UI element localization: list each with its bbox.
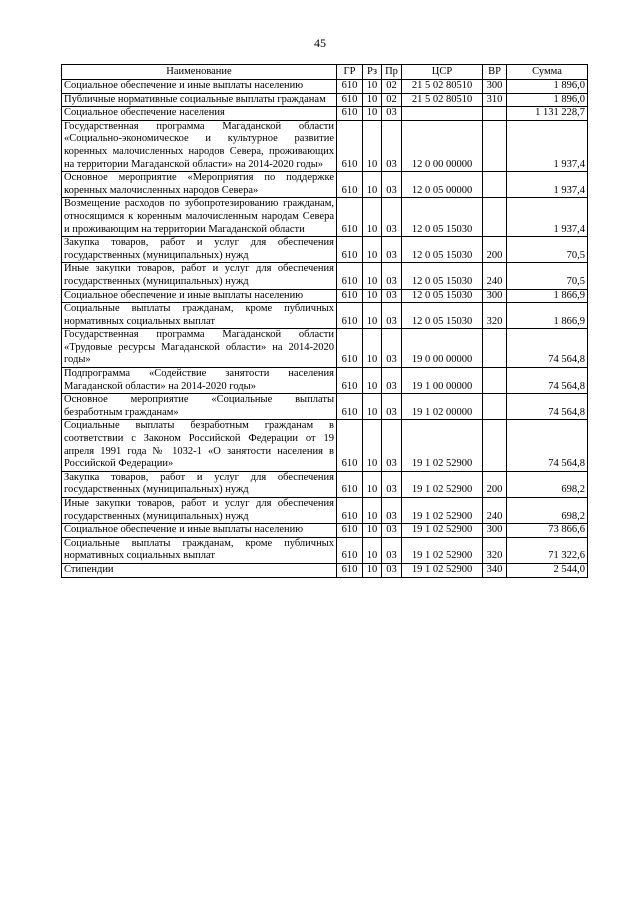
cell-pr: 03 xyxy=(382,498,402,524)
cell-name: Закупка товаров, работ и услуг для обеспечения государственных (муниципальных) нужд xyxy=(62,237,337,263)
cell-rz: 10 xyxy=(363,471,382,497)
cell-csr: 19 1 00 00000 xyxy=(402,368,483,394)
page-number: 45 xyxy=(314,36,326,50)
cell-vr: 340 xyxy=(483,563,507,577)
table-row xyxy=(62,237,588,263)
cell-csr: 12 0 05 15030 xyxy=(402,263,483,289)
cell-rz: 10 xyxy=(363,394,382,420)
table-row xyxy=(62,263,588,289)
column-header-csr: ЦСР xyxy=(402,65,483,80)
cell-pr: 03 xyxy=(382,303,402,329)
table-row xyxy=(62,329,588,368)
cell-name: Социальное обеспечение населения xyxy=(62,107,337,121)
cell-name: Иные закупки товаров, работ и услуг для обеспечения государственных (муниципальных) нужд xyxy=(62,498,337,524)
cell-rz: 10 xyxy=(363,80,382,94)
cell-rz: 10 xyxy=(363,537,382,563)
table-row xyxy=(62,120,588,171)
cell-sum: 70,5 xyxy=(507,263,588,289)
cell-gr: 610 xyxy=(337,303,363,329)
table-row xyxy=(62,107,588,121)
cell-rz: 10 xyxy=(363,237,382,263)
cell-csr: 19 1 02 52900 xyxy=(402,498,483,524)
cell-pr: 03 xyxy=(382,471,402,497)
cell-rz: 10 xyxy=(363,498,382,524)
cell-sum: 2 544,0 xyxy=(507,563,588,577)
cell-pr: 03 xyxy=(382,563,402,577)
column-header-vr: ВР xyxy=(483,65,507,80)
cell-sum: 1 896,0 xyxy=(507,80,588,94)
cell-pr: 03 xyxy=(382,329,402,368)
table-header-row xyxy=(62,65,588,80)
table-body xyxy=(62,80,588,578)
cell-pr: 03 xyxy=(382,368,402,394)
cell-sum: 1 866,9 xyxy=(507,303,588,329)
cell-sum: 70,5 xyxy=(507,237,588,263)
column-header-gr: ГР xyxy=(337,65,363,80)
cell-rz: 10 xyxy=(363,198,382,237)
cell-vr xyxy=(483,198,507,237)
table-row xyxy=(62,198,588,237)
cell-pr: 03 xyxy=(382,420,402,471)
cell-pr: 03 xyxy=(382,172,402,198)
cell-csr: 19 1 02 00000 xyxy=(402,394,483,420)
cell-csr: 12 0 05 15030 xyxy=(402,198,483,237)
cell-csr: 12 0 05 15030 xyxy=(402,289,483,303)
cell-gr: 610 xyxy=(337,471,363,497)
cell-gr: 610 xyxy=(337,93,363,107)
cell-gr: 610 xyxy=(337,237,363,263)
cell-gr: 610 xyxy=(337,329,363,368)
cell-csr: 19 1 02 52900 xyxy=(402,471,483,497)
cell-gr: 610 xyxy=(337,537,363,563)
cell-sum: 74 564,8 xyxy=(507,420,588,471)
table-row xyxy=(62,420,588,471)
table-row xyxy=(62,498,588,524)
cell-sum: 1 937,4 xyxy=(507,198,588,237)
cell-name: Государственная программа Магаданской области «Трудовые ресурсы Магаданской области» на 2014-2020 годы» xyxy=(62,329,337,368)
cell-sum: 73 866,6 xyxy=(507,524,588,538)
table-row xyxy=(62,80,588,94)
cell-sum: 74 564,8 xyxy=(507,368,588,394)
cell-gr: 610 xyxy=(337,107,363,121)
cell-csr: 19 0 00 00000 xyxy=(402,329,483,368)
cell-sum: 74 564,8 xyxy=(507,329,588,368)
cell-vr: 200 xyxy=(483,471,507,497)
cell-csr: 19 1 02 52900 xyxy=(402,420,483,471)
cell-name: Иные закупки товаров, работ и услуг для обеспечения государственных (муниципальных) нужд xyxy=(62,263,337,289)
cell-pr: 03 xyxy=(382,537,402,563)
cell-gr: 610 xyxy=(337,368,363,394)
table-row xyxy=(62,289,588,303)
cell-pr: 03 xyxy=(382,120,402,171)
cell-vr xyxy=(483,120,507,171)
cell-rz: 10 xyxy=(363,420,382,471)
table-row xyxy=(62,394,588,420)
cell-name: Публичные нормативные социальные выплаты гражданам xyxy=(62,93,337,107)
cell-pr: 03 xyxy=(382,237,402,263)
cell-gr: 610 xyxy=(337,563,363,577)
cell-sum: 71 322,6 xyxy=(507,537,588,563)
cell-pr: 03 xyxy=(382,107,402,121)
cell-csr: 19 1 02 52900 xyxy=(402,537,483,563)
cell-rz: 10 xyxy=(363,303,382,329)
cell-vr: 200 xyxy=(483,237,507,263)
cell-gr: 610 xyxy=(337,394,363,420)
cell-rz: 10 xyxy=(363,263,382,289)
cell-name: Подпрограмма «Содействие занятости населения Магаданской области» на 2014-2020 годы» xyxy=(62,368,337,394)
cell-sum: 1 937,4 xyxy=(507,120,588,171)
cell-sum: 1 866,9 xyxy=(507,289,588,303)
cell-vr xyxy=(483,172,507,198)
cell-rz: 10 xyxy=(363,172,382,198)
column-header-pr: Пр xyxy=(382,65,402,80)
cell-vr xyxy=(483,368,507,394)
cell-sum: 698,2 xyxy=(507,471,588,497)
cell-sum: 1 896,0 xyxy=(507,93,588,107)
cell-sum: 698,2 xyxy=(507,498,588,524)
cell-vr: 310 xyxy=(483,93,507,107)
column-header-rz: Рз xyxy=(363,65,382,80)
budget-table xyxy=(61,64,588,578)
cell-pr: 03 xyxy=(382,394,402,420)
cell-csr: 21 5 02 80510 xyxy=(402,80,483,94)
cell-vr: 320 xyxy=(483,303,507,329)
cell-name: Возмещение расходов по зубопротезированию гражданам, относящимся к коренным малочисленным народам Севера и проживающим на территории Магаданской области xyxy=(62,198,337,237)
cell-csr: 19 1 02 52900 xyxy=(402,563,483,577)
cell-csr: 12 0 05 00000 xyxy=(402,172,483,198)
cell-vr xyxy=(483,394,507,420)
cell-pr: 03 xyxy=(382,289,402,303)
cell-rz: 10 xyxy=(363,289,382,303)
cell-csr: 19 1 02 52900 xyxy=(402,524,483,538)
cell-sum: 1 131 228,7 xyxy=(507,107,588,121)
cell-gr: 610 xyxy=(337,80,363,94)
table-row xyxy=(62,93,588,107)
cell-csr: 12 0 00 00000 xyxy=(402,120,483,171)
table-row xyxy=(62,368,588,394)
cell-gr: 610 xyxy=(337,172,363,198)
table-row xyxy=(62,563,588,577)
cell-name: Социальные выплаты гражданам, кроме публичных нормативных социальных выплат xyxy=(62,537,337,563)
cell-vr: 320 xyxy=(483,537,507,563)
cell-name: Социальные выплаты гражданам, кроме публичных нормативных социальных выплат xyxy=(62,303,337,329)
cell-csr: 12 0 05 15030 xyxy=(402,237,483,263)
table-row xyxy=(62,537,588,563)
table-row xyxy=(62,524,588,538)
cell-gr: 610 xyxy=(337,420,363,471)
cell-vr: 300 xyxy=(483,80,507,94)
cell-pr: 03 xyxy=(382,198,402,237)
table-row xyxy=(62,172,588,198)
cell-sum: 1 937,4 xyxy=(507,172,588,198)
cell-name: Закупка товаров, работ и услуг для обеспечения государственных (муниципальных) нужд xyxy=(62,471,337,497)
cell-rz: 10 xyxy=(363,107,382,121)
cell-gr: 610 xyxy=(337,263,363,289)
cell-gr: 610 xyxy=(337,289,363,303)
cell-pr: 03 xyxy=(382,263,402,289)
cell-vr xyxy=(483,107,507,121)
cell-rz: 10 xyxy=(363,93,382,107)
table-row xyxy=(62,303,588,329)
cell-rz: 10 xyxy=(363,563,382,577)
cell-name: Социальные выплаты безработным гражданам в соответствии с Законом Российской Федерации от 19 апреля 1991 года № 1032-1 «О занятости населения в Российской Федерации» xyxy=(62,420,337,471)
cell-gr: 610 xyxy=(337,198,363,237)
cell-rz: 10 xyxy=(363,329,382,368)
cell-sum: 74 564,8 xyxy=(507,394,588,420)
cell-csr xyxy=(402,107,483,121)
cell-name: Социальное обеспечение и иные выплаты населению xyxy=(62,289,337,303)
cell-gr: 610 xyxy=(337,498,363,524)
cell-vr xyxy=(483,329,507,368)
cell-rz: 10 xyxy=(363,524,382,538)
cell-rz: 10 xyxy=(363,120,382,171)
cell-gr: 610 xyxy=(337,524,363,538)
cell-name: Стипендии xyxy=(62,563,337,577)
cell-pr: 03 xyxy=(382,524,402,538)
cell-vr: 300 xyxy=(483,524,507,538)
table-row xyxy=(62,471,588,497)
cell-name: Основное мероприятие «Социальные выплаты безработным гражданам» xyxy=(62,394,337,420)
column-header-sum: Сумма xyxy=(507,65,588,80)
cell-csr: 21 5 02 80510 xyxy=(402,93,483,107)
cell-vr: 300 xyxy=(483,289,507,303)
cell-name: Социальное обеспечение и иные выплаты населению xyxy=(62,80,337,94)
cell-csr: 12 0 05 15030 xyxy=(402,303,483,329)
cell-pr: 02 xyxy=(382,93,402,107)
cell-vr: 240 xyxy=(483,498,507,524)
cell-gr: 610 xyxy=(337,120,363,171)
cell-name: Основное мероприятие «Мероприятия по поддержке коренных малочисленных народов Севера» xyxy=(62,172,337,198)
cell-pr: 02 xyxy=(382,80,402,94)
cell-name: Социальное обеспечение и иные выплаты населению xyxy=(62,524,337,538)
column-header-name: Наименование xyxy=(62,65,337,80)
cell-vr: 240 xyxy=(483,263,507,289)
cell-vr xyxy=(483,420,507,471)
cell-name: Государственная программа Магаданской области «Социально-экономическое и культурное развитие коренных малочисленных народов Севера, проживающих на территории Магаданской области» на 2014-2020 годы» xyxy=(62,120,337,171)
cell-rz: 10 xyxy=(363,368,382,394)
